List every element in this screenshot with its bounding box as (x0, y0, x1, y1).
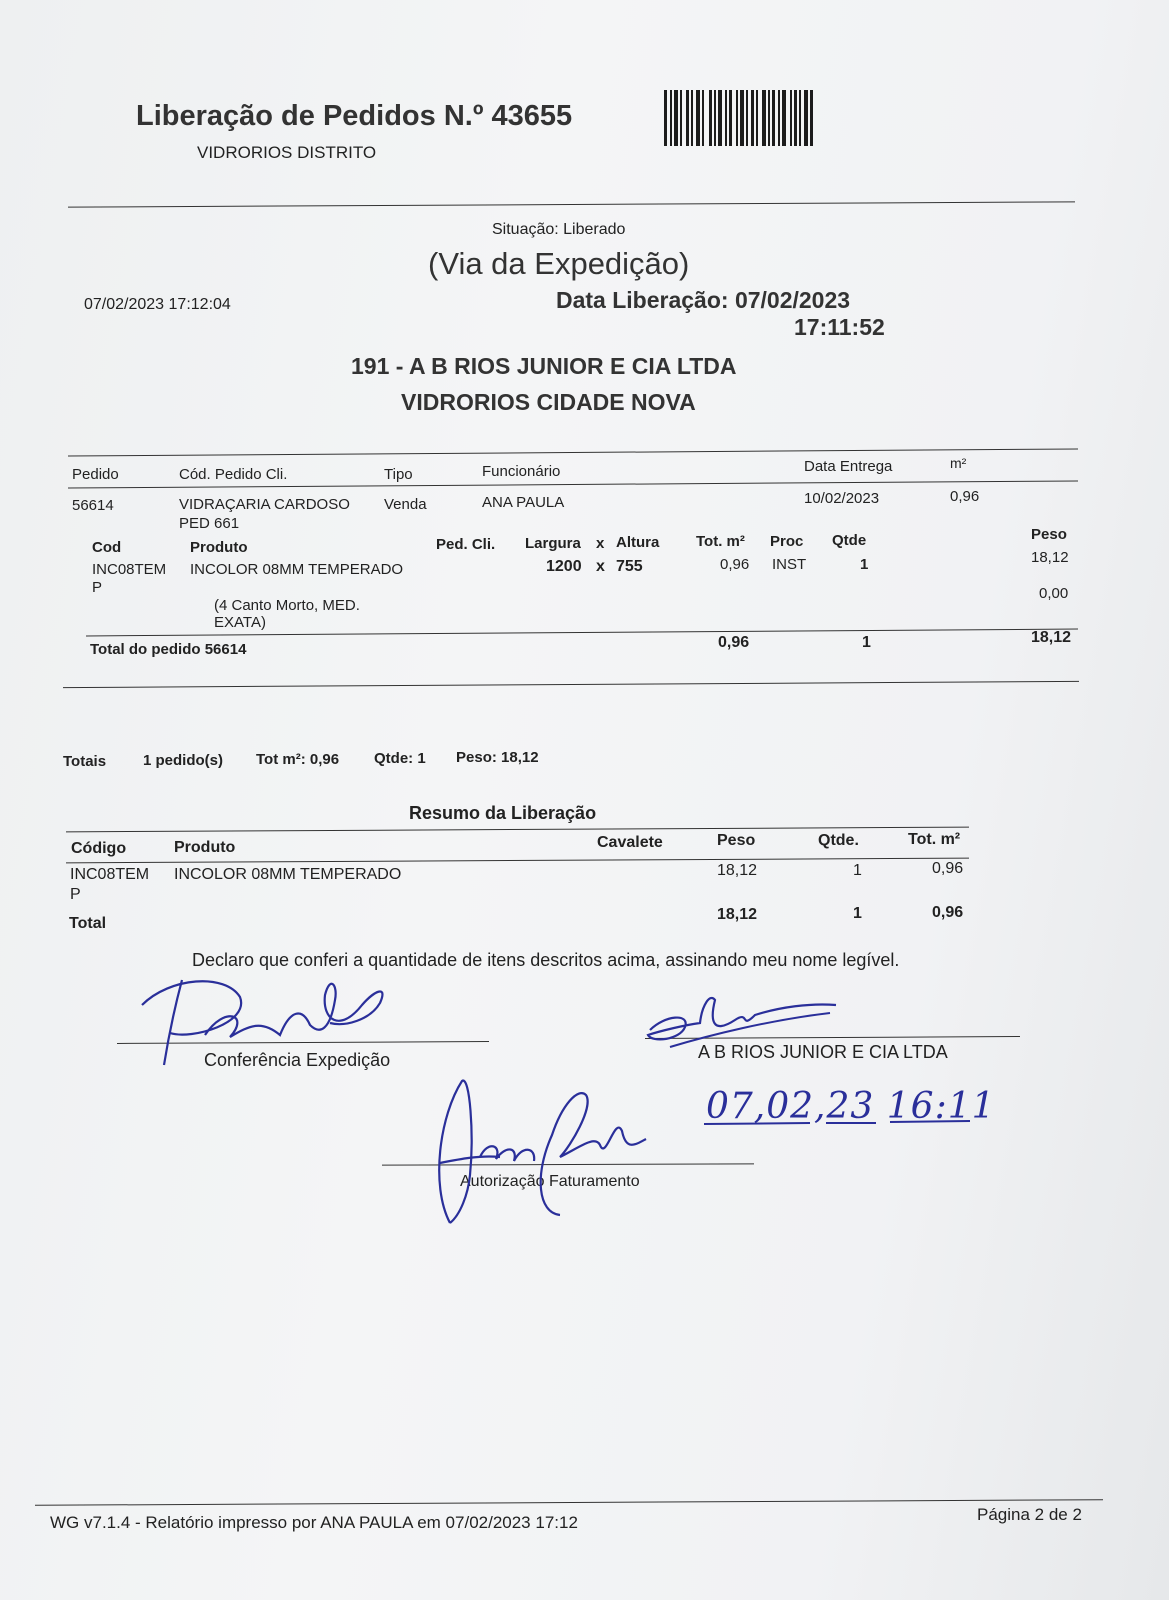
item-cod-line1: INC08TEM (92, 561, 167, 578)
item-produto: INCOLOR 08MM TEMPERADO (190, 561, 404, 578)
item-header-proc: Proc (770, 533, 804, 550)
resumo-total-peso: 18,12 (717, 906, 758, 923)
header-m2: m² (950, 455, 967, 471)
item-header-largura: Largura (525, 535, 581, 552)
item-header-peso: Peso (1031, 526, 1067, 543)
via-label: (Via da Expedição) (428, 246, 690, 281)
item-note-line1: (4 Canto Morto, MED. (214, 597, 360, 614)
row-cod-line1: VIDRAÇARIA CARDOSO (179, 496, 350, 513)
resumo-header-divider (66, 858, 969, 864)
signature-company (640, 985, 840, 1055)
order-total-qtde: 1 (862, 634, 871, 651)
totais-peso: Peso: 18,12 (456, 749, 539, 766)
resumo-header-tot-m2: Tot. m² (908, 831, 961, 848)
resumo-header-produto: Produto (174, 839, 236, 856)
item-header-ped-cli: Ped. Cli. (436, 536, 496, 553)
footer-divider (35, 1499, 1103, 1506)
header-cod-pedido-cli: Cód. Pedido Cli. (179, 466, 288, 483)
item-tot-m2: 0,96 (720, 556, 750, 573)
item-proc: INST (772, 556, 807, 573)
order-section-divider (63, 681, 1079, 688)
resumo-codigo-line2: P (70, 886, 81, 903)
company-signature-label: A B RIOS JUNIOR E CIA LTDA (698, 1042, 948, 1062)
situacao: Situação: Liberado (492, 221, 626, 238)
order-total-label: Total do pedido 56614 (90, 641, 247, 658)
footer-printed-by: WG v7.1.4 - Relatório impresso por ANA PAULA em 07/02/2023 17:12 (50, 1513, 578, 1532)
row-data-entrega: 10/02/2023 (804, 490, 880, 507)
row-m2: 0,96 (950, 488, 980, 505)
resumo-peso: 18,12 (717, 862, 758, 879)
header-pedido: Pedido (72, 466, 119, 483)
totais-label: Totais (63, 753, 107, 770)
resumo-produto: INCOLOR 08MM TEMPERADO (174, 866, 402, 883)
item-peso2: 0,00 (1039, 585, 1069, 602)
autorizacao-label: Autorização Faturamento (460, 1173, 640, 1190)
item-header-cod: Cod (92, 539, 122, 556)
item-header-x: x (596, 535, 605, 552)
row-tipo: Venda (384, 496, 427, 513)
conferencia-label: Conferência Expedição (204, 1050, 391, 1070)
resumo-header-cavalete: Cavalete (597, 834, 663, 851)
item-x: x (596, 558, 605, 575)
resumo-total-qtde: 1 (853, 905, 862, 922)
signature-paula (130, 965, 410, 1070)
client-name: 191 - A B RIOS JUNIOR E CIA LTDA (351, 353, 737, 379)
resumo-header-codigo: Código (71, 840, 127, 857)
resumo-title: Resumo da Liberação (409, 803, 597, 823)
header-tipo: Tipo (384, 466, 413, 483)
order-total-m2: 0,96 (718, 634, 750, 651)
totais-qtde: Qtde: 1 (374, 750, 426, 767)
totais-tot-m2: Tot m²: 0,96 (256, 751, 340, 768)
resumo-codigo-line1: INC08TEM (70, 866, 150, 883)
barcode (664, 90, 840, 146)
company-name: VIDRORIOS DISTRITO (197, 143, 377, 162)
declaration-text: Declaro que conferi a quantidade de itens descritos acima, assinando meu nome legível. (192, 950, 900, 970)
item-header-tot-m2: Tot. m² (696, 533, 745, 550)
resumo-total-tot-m2: 0,96 (932, 904, 964, 921)
client-store: VIDRORIOS CIDADE NOVA (401, 389, 696, 415)
item-note-line2: EXATA) (214, 614, 266, 631)
item-header-produto: Produto (190, 539, 248, 556)
totais-pedidos: 1 pedido(s) (143, 752, 224, 769)
header-data-entrega: Data Entrega (804, 458, 893, 475)
resumo-header-qtde: Qtde. (818, 832, 859, 849)
data-liberacao: Data Liberação: 07/02/2023 (556, 287, 851, 313)
item-qtde: 1 (860, 556, 869, 573)
handwritten-date-underline (700, 1118, 980, 1130)
item-altura: 755 (616, 558, 643, 575)
signature-ana-paula (410, 1075, 650, 1235)
handwritten-date: 07,02,23 16:11 (706, 1086, 996, 1127)
resumo-tot-m2: 0,96 (932, 860, 964, 877)
table-top-divider (68, 448, 1078, 456)
item-header-qtde: Qtde (832, 532, 867, 549)
header-funcionario: Funcionário (482, 463, 561, 480)
row-cod-line2: PED 661 (179, 515, 240, 532)
printed-datetime: 07/02/2023 17:12:04 (84, 296, 231, 313)
data-liberacao-time: 17:11:52 (794, 314, 885, 340)
row-pedido: 56614 (72, 497, 114, 514)
header-divider (68, 201, 1075, 207)
document-title: Liberação de Pedidos N.º 43655 (136, 100, 573, 132)
resumo-qtde: 1 (853, 862, 862, 879)
item-largura: 1200 (546, 558, 582, 575)
order-total-peso: 18,12 (1031, 629, 1072, 646)
resumo-total-label: Total (69, 915, 107, 932)
item-cod-line2: P (92, 579, 103, 596)
resumo-header-peso: Peso (717, 832, 756, 849)
row-funcionario: ANA PAULA (482, 494, 565, 511)
item-peso: 18,12 (1031, 549, 1069, 566)
item-header-altura: Altura (616, 534, 660, 551)
page-number: Página 2 de 2 (977, 1505, 1082, 1524)
